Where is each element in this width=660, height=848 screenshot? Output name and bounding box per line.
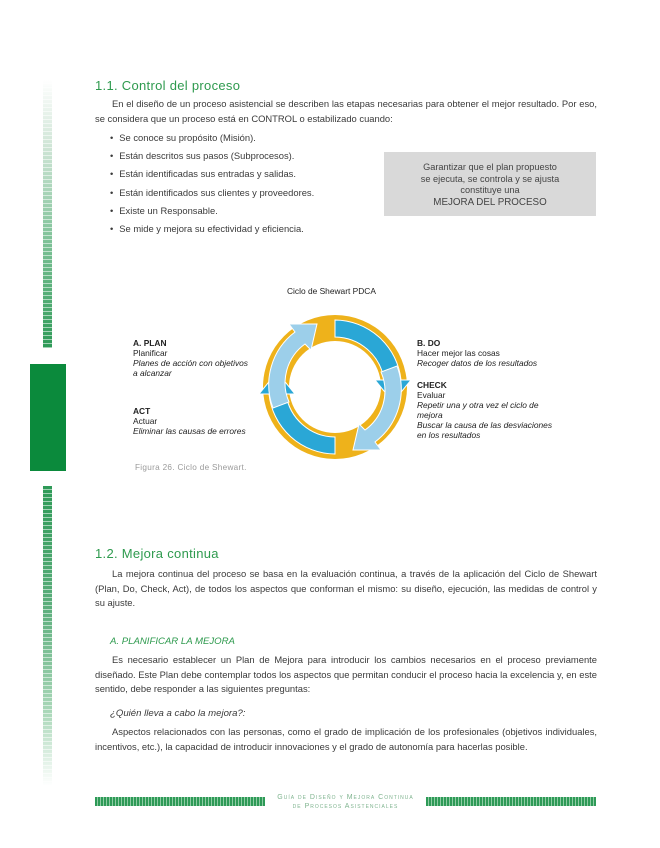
label-check-desc: mejora <box>417 410 443 420</box>
section-title-mejora: 1.2. Mejora continua <box>95 546 219 561</box>
label-check-sub: Evaluar <box>417 390 446 400</box>
label-plan-sub: Planificar <box>133 348 168 358</box>
left-stripe-lines-bottom <box>43 486 52 786</box>
footer-line: de Procesos Asistenciales <box>292 803 399 810</box>
pdca-cycle-diagram <box>255 312 415 462</box>
list-item: • Están descritos sus pasos (Subprocesos). <box>110 148 314 166</box>
label-act-sub: Actuar <box>133 416 158 426</box>
label-act <box>133 406 246 436</box>
label-do <box>417 338 537 368</box>
label-check-desc: Repetir una y otra vez el ciclo de <box>417 400 539 410</box>
left-stripe-lines-top <box>43 80 52 348</box>
label-check <box>417 380 552 440</box>
label-plan-head: A. PLAN <box>133 338 167 348</box>
footer-title <box>265 793 426 811</box>
list-item: • Se mide y mejora su efectividad y eficiencia. <box>110 221 314 239</box>
footer-bar-right <box>426 797 596 806</box>
label-act-desc: Eliminar las causas de errores <box>133 426 246 436</box>
diagram-title: Ciclo de Shewart PDCA <box>287 286 376 296</box>
section-intro-control: En el diseño de un proceso asistencial se describen las etapas necesarias para obtener el mejor resultado. Por eso, se considera que un proceso está en CONTROL o estabilizado cuando: <box>95 98 597 124</box>
label-check-head: CHECK <box>417 380 447 390</box>
paragraph-plan-mejora: Es necesario establecer un Plan de Mejora para introducir los cambios necesarios en el proceso previamente diseñado. Este Plan debe contemplar todos los aspectos que permitan conducir el proceso hacia la excelencia y, en este sentido, debe responder a las siguientes preguntas: <box>95 654 597 694</box>
label-check-desc: en los resultados <box>417 430 481 440</box>
callout-line: se ejecuta, se controla y se ajusta <box>420 173 560 184</box>
control-criteria-list <box>110 130 314 239</box>
list-item: • Existe un Responsable. <box>110 203 314 221</box>
label-check-desc: Buscar la causa de las desviaciones <box>417 420 553 430</box>
footer-line: Guía de Diseño y Mejora Continua <box>277 794 414 801</box>
question-heading: ¿Quién lleva a cabo la mejora?: <box>110 708 246 719</box>
label-plan-desc: a alcanzar <box>133 368 172 378</box>
section-title-control: 1.1. Control del proceso <box>95 78 241 93</box>
callout-box <box>384 152 596 216</box>
list-item: • Se conoce su propósito (Misión). <box>110 130 314 148</box>
label-plan <box>133 338 248 378</box>
label-do-sub: Hacer mejor las cosas <box>417 348 500 358</box>
callout-line: Garantizar que el plan propuesto <box>423 162 557 172</box>
label-do-head: B. DO <box>417 338 441 348</box>
paragraph-personas: Aspectos relacionados con las personas, como el grado de implicación de los profesionales (objetivos individuales, incentivos, etc.), la capacidad de introducir innovaciones y el grado de autonomía para hacerlas posible. <box>95 726 597 752</box>
footer-bar-left <box>95 797 265 806</box>
list-item: • Están identificadas sus entradas y salidas. <box>110 166 314 184</box>
list-item: • Están identificados sus clientes y proveedores. <box>110 185 314 203</box>
subheading-planificar: A. PLANIFICAR LA MEJORA <box>110 636 235 647</box>
section-intro-mejora: La mejora continua del proceso se basa en la evaluación continua, a través de la aplicación del Ciclo de Shewart (Plan, Do, Check, Act), de todos los aspectos que conforman el mismo: su diseño, ejecución, las medidas de control y su ajuste. <box>95 568 597 608</box>
callout-emphasis: MEJORA DEL PROCESO <box>433 196 547 208</box>
label-plan-desc: Planes de acción con objetivos <box>133 358 248 368</box>
figure-caption: Figura 26. Ciclo de Shewart. <box>135 463 247 472</box>
pdca-inner-hole <box>289 341 381 433</box>
label-act-head: ACT <box>133 406 151 416</box>
label-do-desc: Recoger datos de los resultados <box>417 358 538 368</box>
callout-line: constituye una <box>460 185 520 195</box>
green-page-tab <box>30 364 66 471</box>
